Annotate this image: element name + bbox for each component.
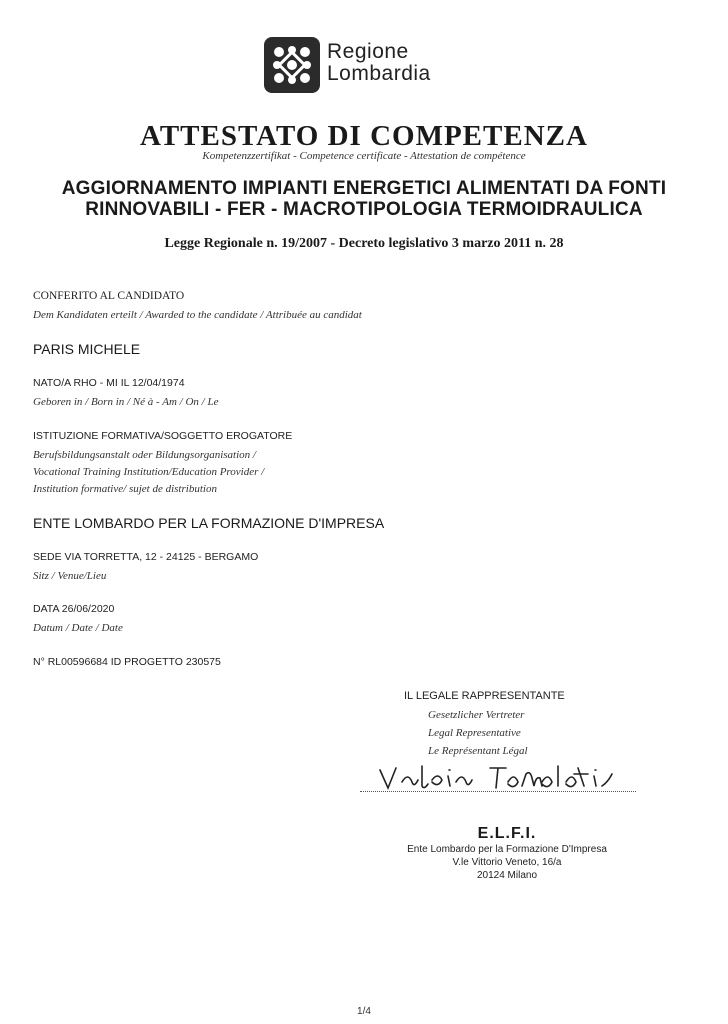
elfi-line-1: Ente Lombardo per la Formazione D'Impresa — [407, 844, 607, 855]
date-translation: Datum / Date / Date — [33, 622, 123, 634]
regione-lombardia-logo — [264, 37, 454, 93]
candidate-name: PARIS MICHELE — [33, 341, 141, 357]
representative-title: IL LEGALE RAPPRESENTANTE — [404, 690, 565, 702]
logo-line-1: Regione — [327, 40, 409, 63]
logo-text — [327, 41, 431, 85]
representative-translation-2: Legal Representative — [428, 727, 521, 739]
certificate-number: N° RL00596684 ID PROGETTO 230575 — [33, 656, 221, 668]
institution-name: ENTE LOMBARDO PER LA FORMAZIONE D'IMPRESA — [33, 515, 385, 531]
venue-label: SEDE VIA TORRETTA, 12 - 24125 - BERGAMO — [33, 551, 259, 563]
institution-translation-2: Vocational Training Institution/Education Provider / — [33, 466, 265, 478]
elfi-block — [402, 825, 612, 882]
page-number: 1/4 — [357, 1006, 371, 1017]
handwritten-signature — [372, 756, 632, 796]
birth-label: NATO/A RHO - MI IL 12/04/1974 — [33, 377, 185, 389]
representative-translation-1: Gesetzlicher Vertreter — [428, 709, 525, 721]
representative-translation-3: Le Représentant Légal — [428, 745, 528, 757]
institution-label: ISTITUZIONE FORMATIVA/SOGGETTO EROGATORE — [33, 430, 293, 442]
certificate-title: ATTESTATO DI COMPETENZA — [140, 120, 588, 152]
course-title — [0, 178, 728, 220]
institution-translation-1: Berufsbildungsanstalt oder Bildungsorganisation / — [33, 449, 256, 461]
venue-translation: Sitz / Venue/Lieu — [33, 570, 107, 582]
candidate-translation: Dem Kandidaten erteilt / Awarded to the candidate / Attribuée au candidat — [33, 309, 362, 321]
logo-line-2: Lombardia — [327, 62, 431, 85]
date-label: DATA 26/06/2020 — [33, 603, 115, 615]
course-title-line-2: RINNOVABILI - FER - MACROTIPOLOGIA TERMOIDRAULICA — [85, 199, 643, 220]
legal-representative-block — [404, 690, 644, 760]
certificate-subtitle: Kompetenzzertifikat - Competence certificate - Attestation de compétence — [202, 150, 526, 162]
elfi-line-2: V.le Vittorio Veneto, 16/a — [452, 857, 562, 868]
candidate-label: CONFERITO AL CANDIDATO — [33, 290, 185, 302]
birth-translation: Geboren in / Born in / Né à - Am / On / Le — [33, 396, 219, 408]
legal-reference: Legge Regionale n. 19/2007 - Decreto legislativo 3 marzo 2011 n. 28 — [164, 236, 564, 251]
rosa-camuna-icon — [264, 37, 320, 93]
institution-translation-3: Institution formative/ sujet de distribution — [33, 483, 217, 495]
elfi-line-3: 20124 Milano — [476, 870, 538, 881]
course-title-line-1: AGGIORNAMENTO IMPIANTI ENERGETICI ALIMENTATI DA FONTI — [61, 178, 667, 199]
elfi-name: E.L.F.I. — [477, 825, 537, 842]
signature-line — [360, 791, 636, 792]
